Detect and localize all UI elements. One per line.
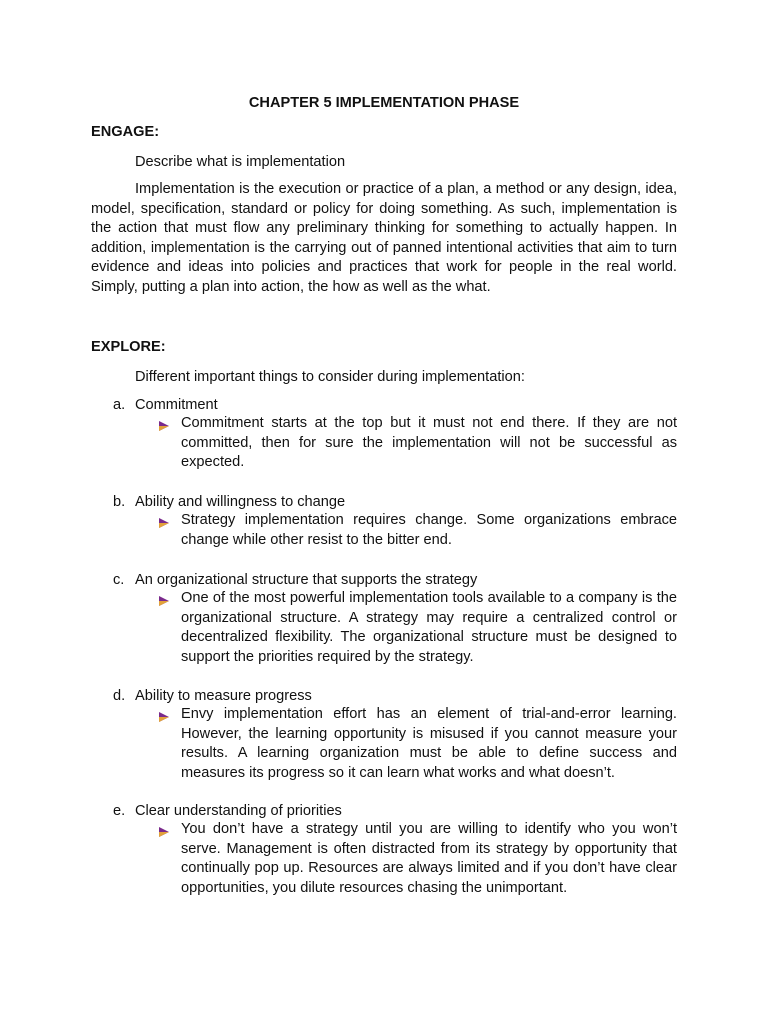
- list-item-label: Ability to measure progress: [135, 688, 312, 704]
- engage-heading: ENGAGE:: [91, 124, 160, 140]
- list-item-bullet: Envy implementation effort has an element of trial-and-error learning. However, the learning opportunity is misused if you cannot measure your results. A learning organization must be able to define success and measures its progress so it can learn what works and what doesn’t.: [181, 706, 677, 781]
- arrow-bullet-icon: [157, 710, 171, 724]
- list-marker: d.: [113, 688, 126, 704]
- list-item-label: Ability and willingness to change: [135, 494, 346, 510]
- list-item-label: Clear understanding of priorities: [135, 803, 342, 819]
- list-item-bullet: Strategy implementation requires change. Some organizations embrace change while other resist to the bitter end.: [181, 512, 677, 548]
- list-item-bullet: You don’t have a strategy until you are willing to identify who you won’t serve. Management is often distracted from its strategy by opportunity that continually pop up. Resources are always limited and if you don’t have clear opportunities, you dilute resources chasing the unimportant.: [181, 821, 677, 896]
- list-item-bullet: Commitment starts at the top but it must not end there. If they are not committed, then for sure the implementation will not be successful as expected.: [181, 415, 677, 471]
- list-item-label: Commitment: [135, 397, 218, 413]
- arrow-bullet-icon: [157, 516, 171, 530]
- list-marker: c.: [113, 572, 125, 588]
- list-marker: a.: [113, 397, 126, 413]
- list-marker: e.: [113, 803, 126, 819]
- arrow-bullet-icon: [157, 594, 171, 608]
- list-marker: b.: [113, 494, 126, 510]
- arrow-bullet-icon: [157, 825, 171, 839]
- arrow-bullet-icon: [157, 419, 171, 433]
- explore-heading: EXPLORE:: [91, 339, 166, 355]
- list-item-label: An organizational structure that supports the strategy: [135, 572, 478, 588]
- list-item-bullet: One of the most powerful implementation tools available to a company is the organizational structure. A strategy may require a centralized control or decentralized flexibility. The organizational structure must be designed to support the priorities required by the strategy.: [181, 590, 677, 665]
- explore-intro: Different important things to consider during implementation:: [135, 369, 525, 385]
- page-title: CHAPTER 5 IMPLEMENTATION PHASE: [248, 95, 520, 111]
- engage-paragraph: Implementation is the execution or practice of a plan, a method or any design, idea, model, specification, standard or policy for doing something. As such, implementation is the action that must flow any preliminary thinking for something to actually happen. In addition, implementation is the carrying out of panned intentional activities that aim to turn evidence and ideas into policies and practices that work for people in the real world. Simply, putting a plan into action, the how as well as the what.: [91, 181, 677, 295]
- engage-prompt: Describe what is implementation: [135, 154, 346, 170]
